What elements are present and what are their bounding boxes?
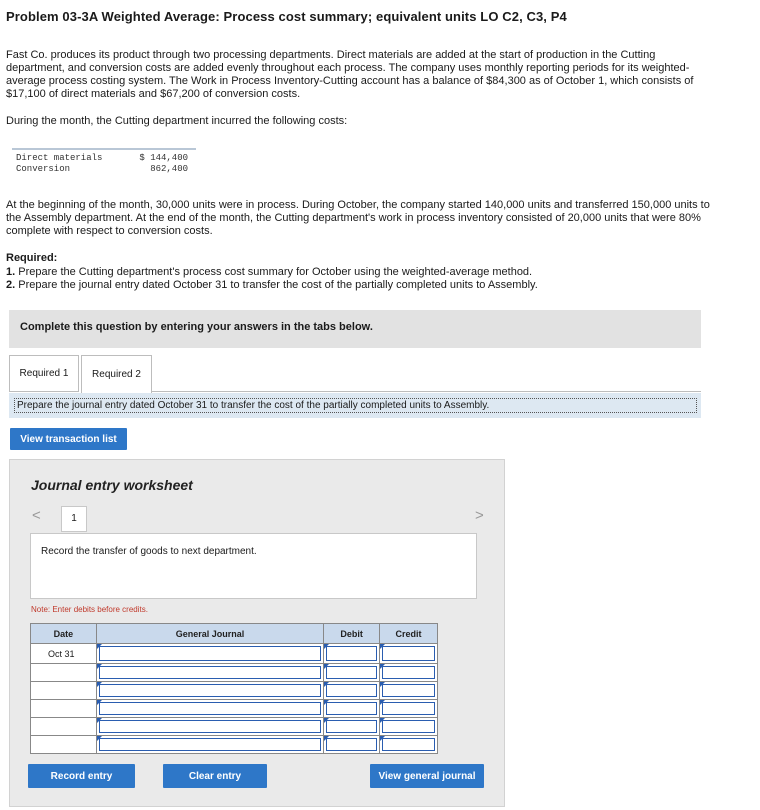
cost-label: Direct materials xyxy=(16,153,103,163)
debit-credit-note: Note: Enter debits before credits. xyxy=(31,605,148,614)
worksheet-page-number[interactable]: 1 xyxy=(61,506,87,532)
dropdown-marker-icon xyxy=(97,664,102,669)
col-date: Date xyxy=(31,624,97,644)
input-marker-icon xyxy=(380,644,385,649)
dropdown-marker-icon xyxy=(97,718,102,723)
clear-entry-button[interactable]: Clear entry xyxy=(163,764,267,788)
dropdown-marker-icon xyxy=(97,736,102,741)
costs-intro: During the month, the Cutting department incurred the following costs: xyxy=(6,115,348,127)
date-cell xyxy=(31,682,97,700)
credit-input[interactable] xyxy=(380,736,438,754)
required-item-1 xyxy=(6,266,538,279)
debit-input[interactable] xyxy=(324,700,380,718)
problem-title: Problem 03-3A Weighted Average: Process cost summary; equivalent units LO C2, C3, P4 xyxy=(6,9,567,24)
chevron-right-icon[interactable]: > xyxy=(475,507,484,524)
credit-input[interactable] xyxy=(380,664,438,682)
col-debit: Debit xyxy=(324,624,380,644)
dropdown-marker-icon xyxy=(97,644,102,649)
debit-input[interactable] xyxy=(324,736,380,754)
journal-row xyxy=(31,644,438,664)
entry-description-box xyxy=(30,533,477,599)
input-marker-icon xyxy=(324,718,329,723)
journal-header-row xyxy=(31,624,438,644)
required-heading: Required: xyxy=(6,252,58,264)
date-cell xyxy=(31,664,97,682)
chevron-left-icon[interactable]: < xyxy=(32,507,41,524)
input-marker-icon xyxy=(324,664,329,669)
view-transaction-list-button[interactable]: View transaction list xyxy=(10,428,127,450)
required-item-2 xyxy=(6,279,538,292)
instruction-text: Prepare the journal entry dated October 31 to transfer the cost of the partially completed units to Assembly. xyxy=(14,398,697,413)
debit-input[interactable] xyxy=(324,682,380,700)
units-description: At the beginning of the month, 30,000 units were in process. During October, the company started 140,000 units and transferred 150,000 units to the Assembly department. At the end of the month, the Cutting department's work in process inventory consisted of 20,000 units that were 80% complete with respect to conversion costs. xyxy=(6,199,710,237)
credit-input[interactable] xyxy=(380,682,438,700)
dropdown-marker-icon xyxy=(97,700,102,705)
credit-input[interactable] xyxy=(380,718,438,736)
entry-description: Record the transfer of goods to next department. xyxy=(41,546,257,557)
cost-row-conversion xyxy=(12,164,196,175)
journal-row xyxy=(31,700,438,718)
input-marker-icon xyxy=(324,736,329,741)
input-marker-icon xyxy=(324,700,329,705)
cost-value: $ 144,400 xyxy=(139,153,188,163)
account-input[interactable] xyxy=(96,664,323,682)
date-cell xyxy=(31,736,97,754)
required-num: 2. xyxy=(6,279,16,291)
cost-value: 862,400 xyxy=(150,164,188,174)
input-marker-icon xyxy=(380,664,385,669)
debit-input[interactable] xyxy=(324,644,380,664)
input-marker-icon xyxy=(380,736,385,741)
journal-table xyxy=(30,623,438,754)
journal-row xyxy=(31,718,438,736)
credit-input[interactable] xyxy=(380,644,438,664)
cost-row-direct-materials xyxy=(12,153,196,164)
account-input[interactable] xyxy=(96,736,323,754)
input-marker-icon xyxy=(380,682,385,687)
dropdown-marker-icon xyxy=(97,682,102,687)
date-cell xyxy=(31,700,97,718)
journal-entry-worksheet xyxy=(9,459,505,807)
date-cell: Oct 31 xyxy=(31,644,97,664)
credit-input[interactable] xyxy=(380,700,438,718)
input-marker-icon xyxy=(380,718,385,723)
problem-description: Fast Co. produces its product through two processing departments. Direct materials are added at the start of production in the Cutting department, and conversion costs are added evenly throughout each process. The company uses monthly reporting periods for its weighted-average process costing system. The Work in Process Inventory-Cutting account has a balance of $84,300 as of October 1, which consists of $17,100 of direct materials and $67,200 of conversion costs. xyxy=(6,49,694,100)
journal-row xyxy=(31,682,438,700)
date-cell xyxy=(31,718,97,736)
debit-input[interactable] xyxy=(324,664,380,682)
tab-required-2[interactable]: Required 2 xyxy=(81,355,152,393)
account-input[interactable] xyxy=(96,718,323,736)
tab-divider xyxy=(152,391,701,392)
journal-row xyxy=(31,664,438,682)
tab-required-1[interactable]: Required 1 xyxy=(9,355,79,392)
instruction-bar xyxy=(9,393,701,418)
input-marker-icon xyxy=(324,644,329,649)
journal-row xyxy=(31,736,438,754)
col-general-journal: General Journal xyxy=(96,624,323,644)
account-input[interactable] xyxy=(96,682,323,700)
record-entry-button[interactable]: Record entry xyxy=(28,764,135,788)
required-text: Prepare the journal entry dated October 31 to transfer the cost of the partially completed units to Assembly. xyxy=(18,279,538,291)
col-credit: Credit xyxy=(380,624,438,644)
input-marker-icon xyxy=(380,700,385,705)
input-marker-icon xyxy=(324,682,329,687)
account-input[interactable] xyxy=(96,700,323,718)
required-num: 1. xyxy=(6,266,16,278)
complete-prompt: Complete this question by entering your answers in the tabs below. xyxy=(20,321,373,333)
required-list xyxy=(6,266,538,292)
complete-prompt-box xyxy=(9,310,701,348)
worksheet-title: Journal entry worksheet xyxy=(31,477,193,493)
account-input[interactable] xyxy=(96,644,323,664)
debit-input[interactable] xyxy=(324,718,380,736)
view-general-journal-button[interactable]: View general journal xyxy=(370,764,484,788)
cost-label: Conversion xyxy=(16,164,71,174)
costs-table xyxy=(12,148,196,175)
required-text: Prepare the Cutting department's process cost summary for October using the weighted-average method. xyxy=(18,266,533,278)
